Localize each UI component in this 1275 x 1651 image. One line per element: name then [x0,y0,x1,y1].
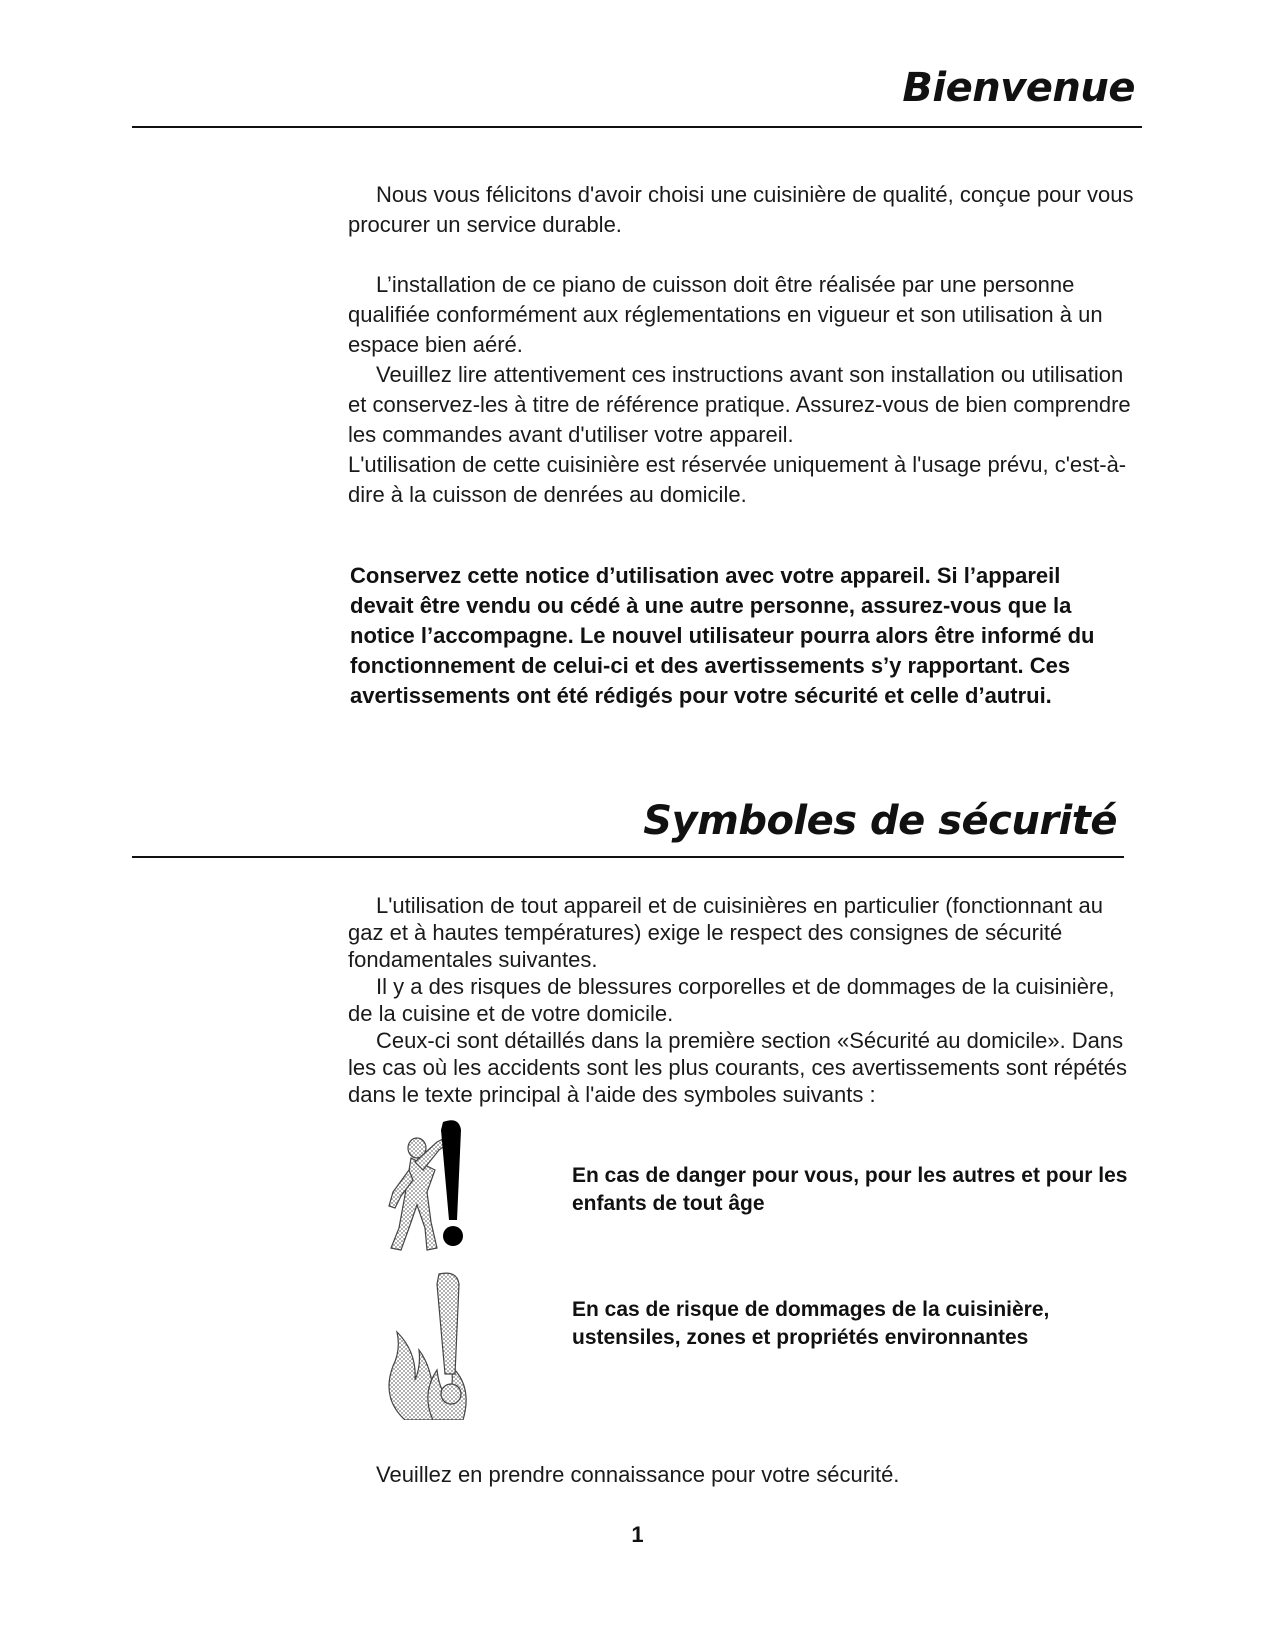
welcome-paragraph: Veuillez lire attentivement ces instructions avant son installation ou utilisation et conservez-les à titre de référence pratique. Assurez-vous de bien comprendre les commandes avant d'utiliser votre appareil. [348,362,1131,447]
welcome-intro [348,180,1138,510]
safety-paragraph: L'utilisation de tout appareil et de cuisinières en particulier (fonctionnant au gaz et à hautes températures) exige le respect des consignes de sécurité fondamentales suivantes. [348,893,1103,972]
danger-person-text: En cas de danger pour vous, pour les autres et pour les enfants de tout âge [572,1164,1128,1215]
welcome-title-rule [132,126,1142,128]
keep-notice-warning: Conservez cette notice d’utilisation avec votre appareil. Si l’appareil devait être vendu ou cédé à une autre personne, assurez-vous que la notice l’accompagne. Le nouvel utilisateur pourra alors être informé du fonctionnement de celui-ci et des avertissements s’y rapportant. Ces avertissements ont été rédigés pour votre sécurité et celle d’autrui. [350,563,1095,708]
damage-risk-text: En cas de risque de dommages de la cuisinière, ustensiles, zones et propriétés environnantes [572,1298,1050,1349]
safety-intro [348,892,1138,1108]
closing-note: Veuillez en prendre connaissance pour votre sécurité. [376,1462,900,1487]
safety-paragraph: Il y a des risques de blessures corporelles et de dommages de la cuisinière, de la cuisine et de votre domicile. [348,974,1115,1026]
welcome-paragraph: L’installation de ce piano de cuisson doit être réalisée par une personne qualifiée conformément aux réglementations en vigueur et son utilisation à un espace bien aéré. [348,272,1103,357]
safety-title-rule [132,856,1124,858]
page-number: 1 [631,1522,644,1547]
welcome-paragraph: L'utilisation de cette cuisinière est réservée uniquement à l'usage prévu, c'est-à-dire à la cuisson de denrées au domicile. [348,452,1127,507]
safety-title: Symboles de sécurité [643,798,1117,844]
safety-paragraph: Ceux-ci sont détaillés dans la première section «Sécurité au domicile». Dans les cas où les accidents sont les plus courants, ces avertissements sont répétés dans le texte principal à l'aide des symboles suivants : [348,1028,1127,1107]
fire-exclamation-icon [375,1270,495,1420]
welcome-title: Bienvenue [902,65,1135,111]
welcome-paragraph: Nous vous félicitons d'avoir choisi une cuisinière de qualité, conçue pour vous procurer un service durable. [348,182,1134,237]
person-exclamation-icon [375,1110,495,1260]
